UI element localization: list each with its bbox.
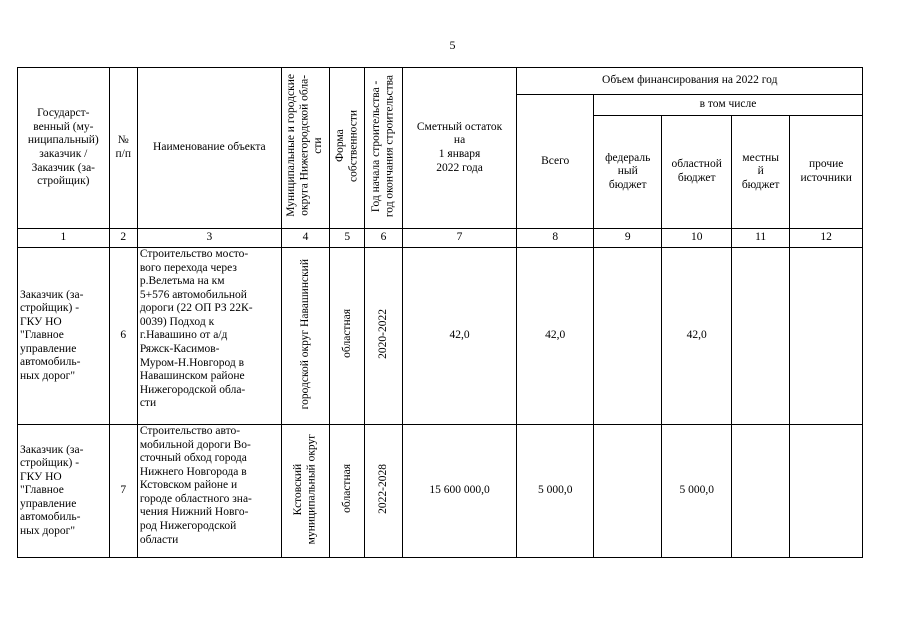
header-years: Год начала строительства - год окончания строительства xyxy=(369,74,396,217)
cell-years: 2020-2022 xyxy=(376,308,389,359)
cell-federal xyxy=(593,425,661,558)
column-number: 8 xyxy=(517,229,594,248)
cell-total: 5 000,0 xyxy=(517,425,594,558)
page-number: 5 xyxy=(449,38,456,52)
cell-object-name: Строительство авто- мобильной дороги Во- сточный обход города Нижнего Новгорода в Кстовском районе и городе областного зна- чения Нижний Новго- род Нижегородской области xyxy=(137,425,281,558)
column-number: 6 xyxy=(365,229,402,248)
table-row xyxy=(18,425,863,558)
cell-object-name: Строительство мосто- вого перехода через р.Велетьма на км 5+576 автомобильной дороги (22 ОП РЗ 22К- 0039) Подход к г.Навашино от а/д Ряжск-Касимов- Муром-Н.Новгород в Навашинском районе Нижегородской обла- сти xyxy=(137,248,281,425)
header-ownership: Форма собственности xyxy=(333,109,360,182)
cell-ownership: областная xyxy=(340,309,353,359)
column-number: 4 xyxy=(281,229,329,248)
column-number: 2 xyxy=(109,229,137,248)
cell-federal xyxy=(593,248,661,425)
header-other: прочие источники xyxy=(790,116,863,229)
cell-ownership: областная xyxy=(340,464,353,514)
column-number: 11 xyxy=(731,229,789,248)
column-number: 9 xyxy=(593,229,661,248)
header-funding-group: Объем финансирования на 2022 год xyxy=(517,68,863,95)
cell-customer: Заказчик (за- стройщик) - ГКУ НО "Главное управление автомобиль- ных дорог" xyxy=(18,425,110,558)
cell-years: 2022-2028 xyxy=(376,463,389,514)
cell-customer: Заказчик (за- стройщик) - ГКУ НО "Главное управление автомобиль- ных дорог" xyxy=(18,248,110,425)
column-number: 5 xyxy=(330,229,365,248)
cell-municipality: Кстовский муниципальный округ xyxy=(291,433,318,544)
cell-total: 42,0 xyxy=(517,248,594,425)
cell-regional: 5 000,0 xyxy=(662,425,731,558)
cell-estimate-balance: 42,0 xyxy=(402,248,517,425)
column-number: 3 xyxy=(137,229,281,248)
cell-years-cell xyxy=(365,425,402,558)
header-municipality-cell xyxy=(281,68,329,229)
cell-regional: 42,0 xyxy=(662,248,731,425)
cell-other xyxy=(790,425,863,558)
table-row xyxy=(18,248,863,425)
header-object-name: Наименование объекта xyxy=(137,68,281,229)
header-years-cell xyxy=(365,68,402,229)
header-ownership-cell xyxy=(330,68,365,229)
column-number: 1 xyxy=(18,229,110,248)
column-number-row xyxy=(18,229,863,248)
cell-other xyxy=(790,248,863,425)
cell-ownership-cell xyxy=(330,425,365,558)
cell-local xyxy=(731,425,789,558)
cell-local xyxy=(731,248,789,425)
header-row-1 xyxy=(18,68,863,95)
financing-table xyxy=(17,67,863,558)
cell-num: 6 xyxy=(109,248,137,425)
cell-municipality-cell xyxy=(281,248,329,425)
column-number: 12 xyxy=(790,229,863,248)
cell-num: 7 xyxy=(109,425,137,558)
cell-municipality: городской округ Навашинский xyxy=(298,258,311,409)
header-including: в том числе xyxy=(593,95,862,116)
header-total: Всего xyxy=(517,95,594,229)
header-num: № п/п xyxy=(109,68,137,229)
header-federal: федераль ный бюджет xyxy=(593,116,661,229)
column-number: 7 xyxy=(402,229,517,248)
cell-ownership-cell xyxy=(330,248,365,425)
header-municipality: Муниципальные и городские округа Нижегородской обла- сти xyxy=(285,74,325,218)
header-regional: областной бюджет xyxy=(662,116,731,229)
cell-municipality-cell xyxy=(281,425,329,558)
header-estimate-balance: Сметный остаток на 1 января 2022 года xyxy=(402,68,517,229)
header-customer: Государст- венный (му- ниципальный) заказчик / Заказчик (за- стройщик) xyxy=(18,68,110,229)
header-local: местны й бюджет xyxy=(731,116,789,229)
column-number: 10 xyxy=(662,229,731,248)
cell-years-cell xyxy=(365,248,402,425)
cell-estimate-balance: 15 600 000,0 xyxy=(402,425,517,558)
